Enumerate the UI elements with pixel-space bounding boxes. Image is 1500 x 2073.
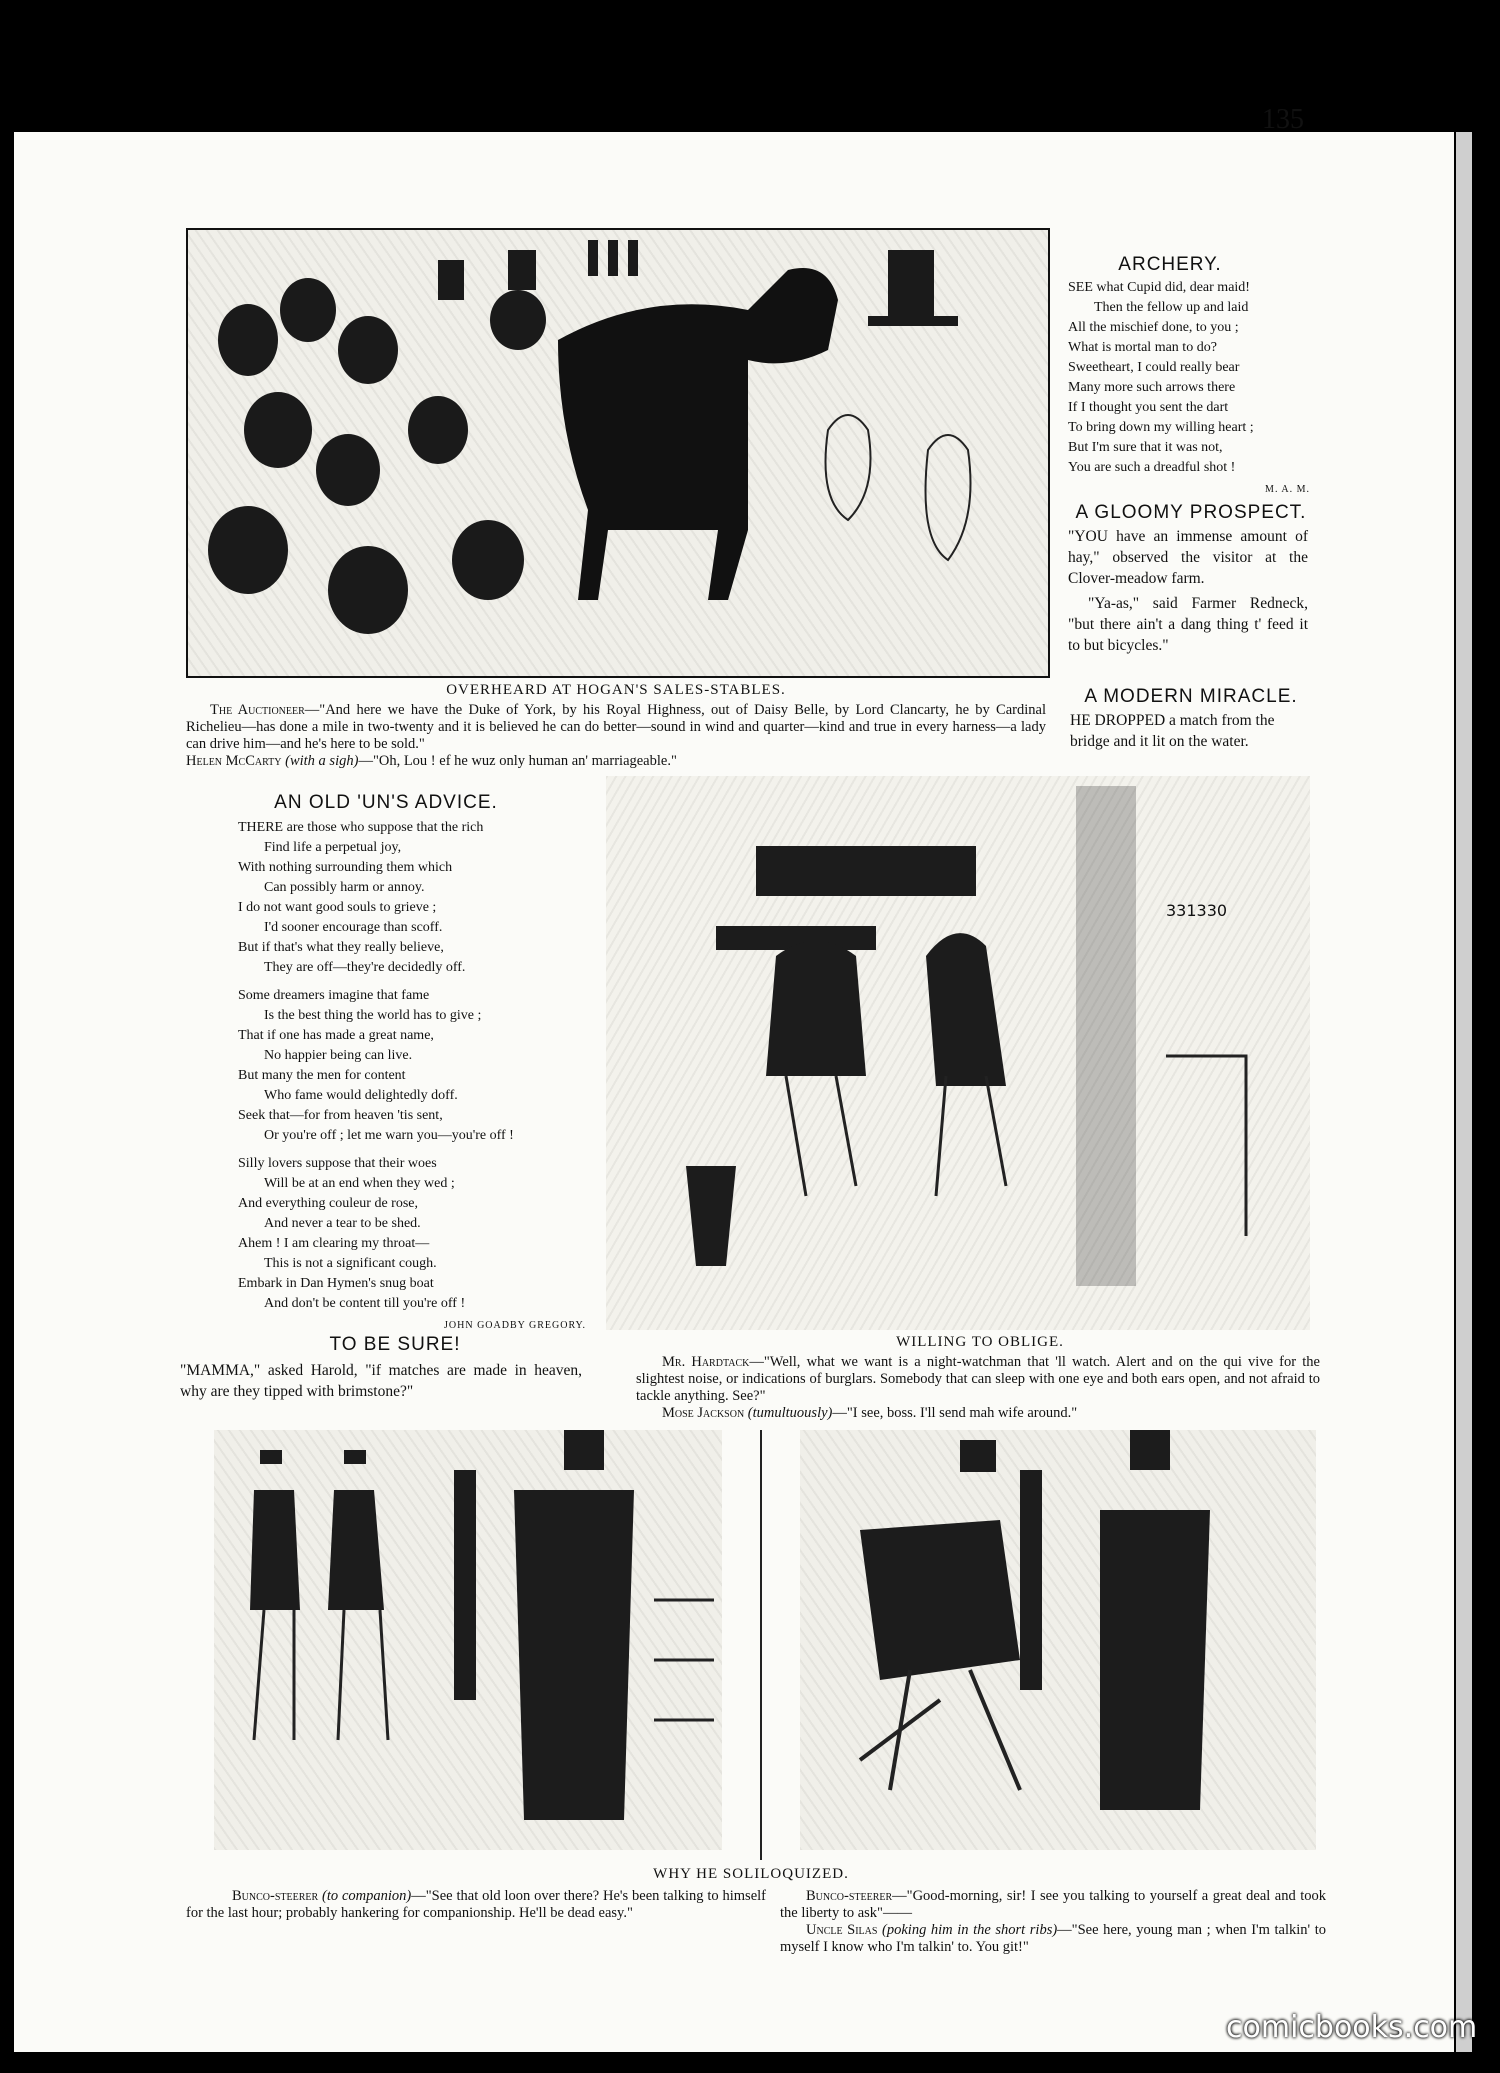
solilo-right-line-1: —"Good-morning, sir! I see you talking to yourself a great deal and took the liberty to ask"——: [780, 1888, 1326, 1921]
archery-line: What is mortal man to do?: [1068, 340, 1217, 355]
advice-title: AN OLD 'UN'S ADVICE.: [274, 792, 498, 813]
advice-line: Find life a perpetual joy,: [264, 840, 402, 855]
oblige-caption: [636, 1354, 1320, 1422]
solilo-right-speaker-2: Uncle Silas: [806, 1922, 878, 1938]
advice-line: Who fame would delightedly doff.: [264, 1088, 458, 1103]
bunco-right-illustration: [800, 1430, 1316, 1850]
advice-line: Silly lovers suppose that their woes: [238, 1156, 437, 1171]
archery-line: If I thought you sent the dart: [1068, 400, 1229, 415]
gloomy-paragraph: "YOU have an immense amount of hay," observed the visitor at the Clover-meadow farm.: [1068, 528, 1308, 587]
archery-title: ARCHERY.: [1118, 254, 1222, 275]
sure-title: TO BE SURE!: [329, 1334, 461, 1355]
advice-line: But if that's what they really believe,: [238, 940, 444, 955]
hogan-caption-title: OVERHEARD AT HOGAN'S SALES-STABLES.: [446, 682, 786, 698]
advice-line: That if one has made a great name,: [238, 1028, 434, 1043]
advice-line: Seek that—for from heaven 'tis sent,: [238, 1108, 443, 1123]
page-number: 135: [1262, 104, 1304, 135]
hogan-helen-aside: (with a sigh): [285, 753, 359, 769]
hogan-helen-line: —"Oh, Lou ! ef he wuz only human an' marriageable.": [358, 753, 677, 769]
archery-signature: M. A. M.: [1265, 484, 1310, 495]
archery-line: You are such a dreadful shot !: [1068, 460, 1236, 475]
oblige-mose-line: —"I see, boss. I'll send mah wife around.": [832, 1405, 1078, 1421]
advice-line: No happier being can live.: [264, 1048, 413, 1063]
archery-line: Many more such arrows there: [1068, 380, 1236, 395]
solilo-caption-title: WHY HE SOLILOQUIZED.: [653, 1866, 849, 1882]
solilo-left-speaker: Bunco-steerer: [232, 1888, 319, 1904]
oblige-speaker-mose: Mose Jackson: [662, 1405, 745, 1421]
archery-line: Then the fellow up and laid: [1094, 300, 1249, 315]
solilo-right-caption: [780, 1888, 1326, 1956]
advice-line: They are off—they're decidedly off.: [264, 960, 466, 975]
gloomy-paragraph: "Ya-as," said Farmer Redneck, "but there ain't a dang thing t' feed it to but bicycles.": [1068, 595, 1308, 654]
advice-line: With nothing surrounding them which: [238, 860, 453, 875]
archery-line: But I'm sure that it was not,: [1068, 440, 1223, 455]
advice-line: Some dreamers imagine that fame: [238, 988, 430, 1003]
advice-line: I do not want good souls to grieve ;: [238, 900, 437, 915]
gloomy-title: A GLOOMY PROSPECT.: [1075, 502, 1307, 523]
advice-line: Is the best thing the world has to give ;: [264, 1008, 482, 1023]
archery-line: All the mischief done, to you ;: [1068, 320, 1239, 335]
advice-line: But many the men for content: [238, 1068, 406, 1083]
miracle-title: A MODERN MIRACLE.: [1084, 686, 1298, 707]
archery-line: SEE what Cupid did, dear maid!: [1068, 280, 1250, 295]
advice-poem: [238, 818, 588, 1336]
advice-line: Ahem ! I am clearing my throat—: [238, 1236, 430, 1251]
advice-line: And everything couleur de rose,: [238, 1196, 418, 1211]
oblige-speaker-hardtack: Mr. Hardtack: [662, 1354, 750, 1370]
solilo-left-line: —"See that old loon over there? He's been talking to himself for the last hour; probably hankering for companionship. He'll be dead easy.": [186, 1888, 766, 1921]
watermark: comicbooks.com: [1226, 2010, 1478, 2045]
night-watchman-illustration: [606, 776, 1310, 1330]
solilo-left-aside: (to companion): [322, 1888, 412, 1904]
advice-line: Can possibly harm or annoy.: [264, 880, 425, 895]
advice-line: This is not a significant cough.: [264, 1256, 437, 1271]
miracle-text: HE DROPPED a match from the bridge and it lit on the water.: [1070, 712, 1275, 750]
door-number: 331330: [1166, 901, 1228, 920]
bunco-left-illustration: [214, 1430, 722, 1850]
hogan-caption: [186, 702, 1046, 770]
solilo-right-line-2: —"See here, young man ; when I'm talkin' to myself I know who I'm talkin' to. You git!": [780, 1922, 1327, 1955]
hogan-speaker-helen: Helen McCarty: [186, 753, 282, 769]
hogan-auction-illustration: [186, 228, 1050, 678]
archery-line: To bring down my willing heart ;: [1068, 420, 1254, 435]
advice-signature: JOHN GOADBY GREGORY.: [444, 1320, 586, 1331]
solilo-left-caption: [186, 1888, 766, 1922]
advice-line: Will be at an end when they wed ;: [264, 1176, 455, 1191]
solilo-right-aside-2: (poking him in the short ribs): [882, 1922, 1058, 1938]
advice-line: And don't be content till you're off !: [264, 1296, 466, 1311]
gloomy-text: [1068, 526, 1308, 656]
solilo-right-speaker-1: Bunco-steerer: [806, 1888, 893, 1904]
advice-line: Embark in Dan Hymen's snug boat: [238, 1276, 434, 1291]
advice-line: I'd sooner encourage than scoff.: [264, 920, 443, 935]
oblige-hardtack-line: —"Well, what we want is a night-watchman that 'll watch. Alert and on the qui vive for the slightest noise, or indications of burglars. Somebody that can sleep with one eye and both ears open, and not afraid to tackle anything. See?": [636, 1354, 1320, 1404]
oblige-mose-aside: (tumultuously): [747, 1405, 833, 1421]
hogan-auctioneer-line: —"And here we have the Duke of York, by his Royal Highness, out of Daisy Belle, by Lord Clancarty, he by Cardinal Richelieu—has done a mile in two-twenty and it is believed he can do better—sound in wind and quarter—kind and true in every harness—a lady can drive him—and he's here to be sold.": [186, 702, 1046, 752]
hogan-speaker-auctioneer: The Auctioneer: [210, 702, 305, 718]
oblige-caption-title: WILLING TO OBLIGE.: [896, 1334, 1064, 1350]
advice-line: THERE are those who suppose that the rich: [238, 820, 484, 835]
advice-line: Or you're off ; let me warn you—you're off !: [264, 1128, 514, 1143]
archery-poem: [1068, 278, 1310, 500]
advice-line: And never a tear to be shed.: [264, 1216, 421, 1231]
archery-line: Sweetheart, I could really bear: [1068, 360, 1240, 375]
page-spine: [1456, 132, 1472, 2052]
sure-text: "MAMMA," asked Harold, "if matches are made in heaven, why are they tipped with brimstone?": [180, 1362, 582, 1400]
panel-divider: [760, 1430, 762, 1860]
